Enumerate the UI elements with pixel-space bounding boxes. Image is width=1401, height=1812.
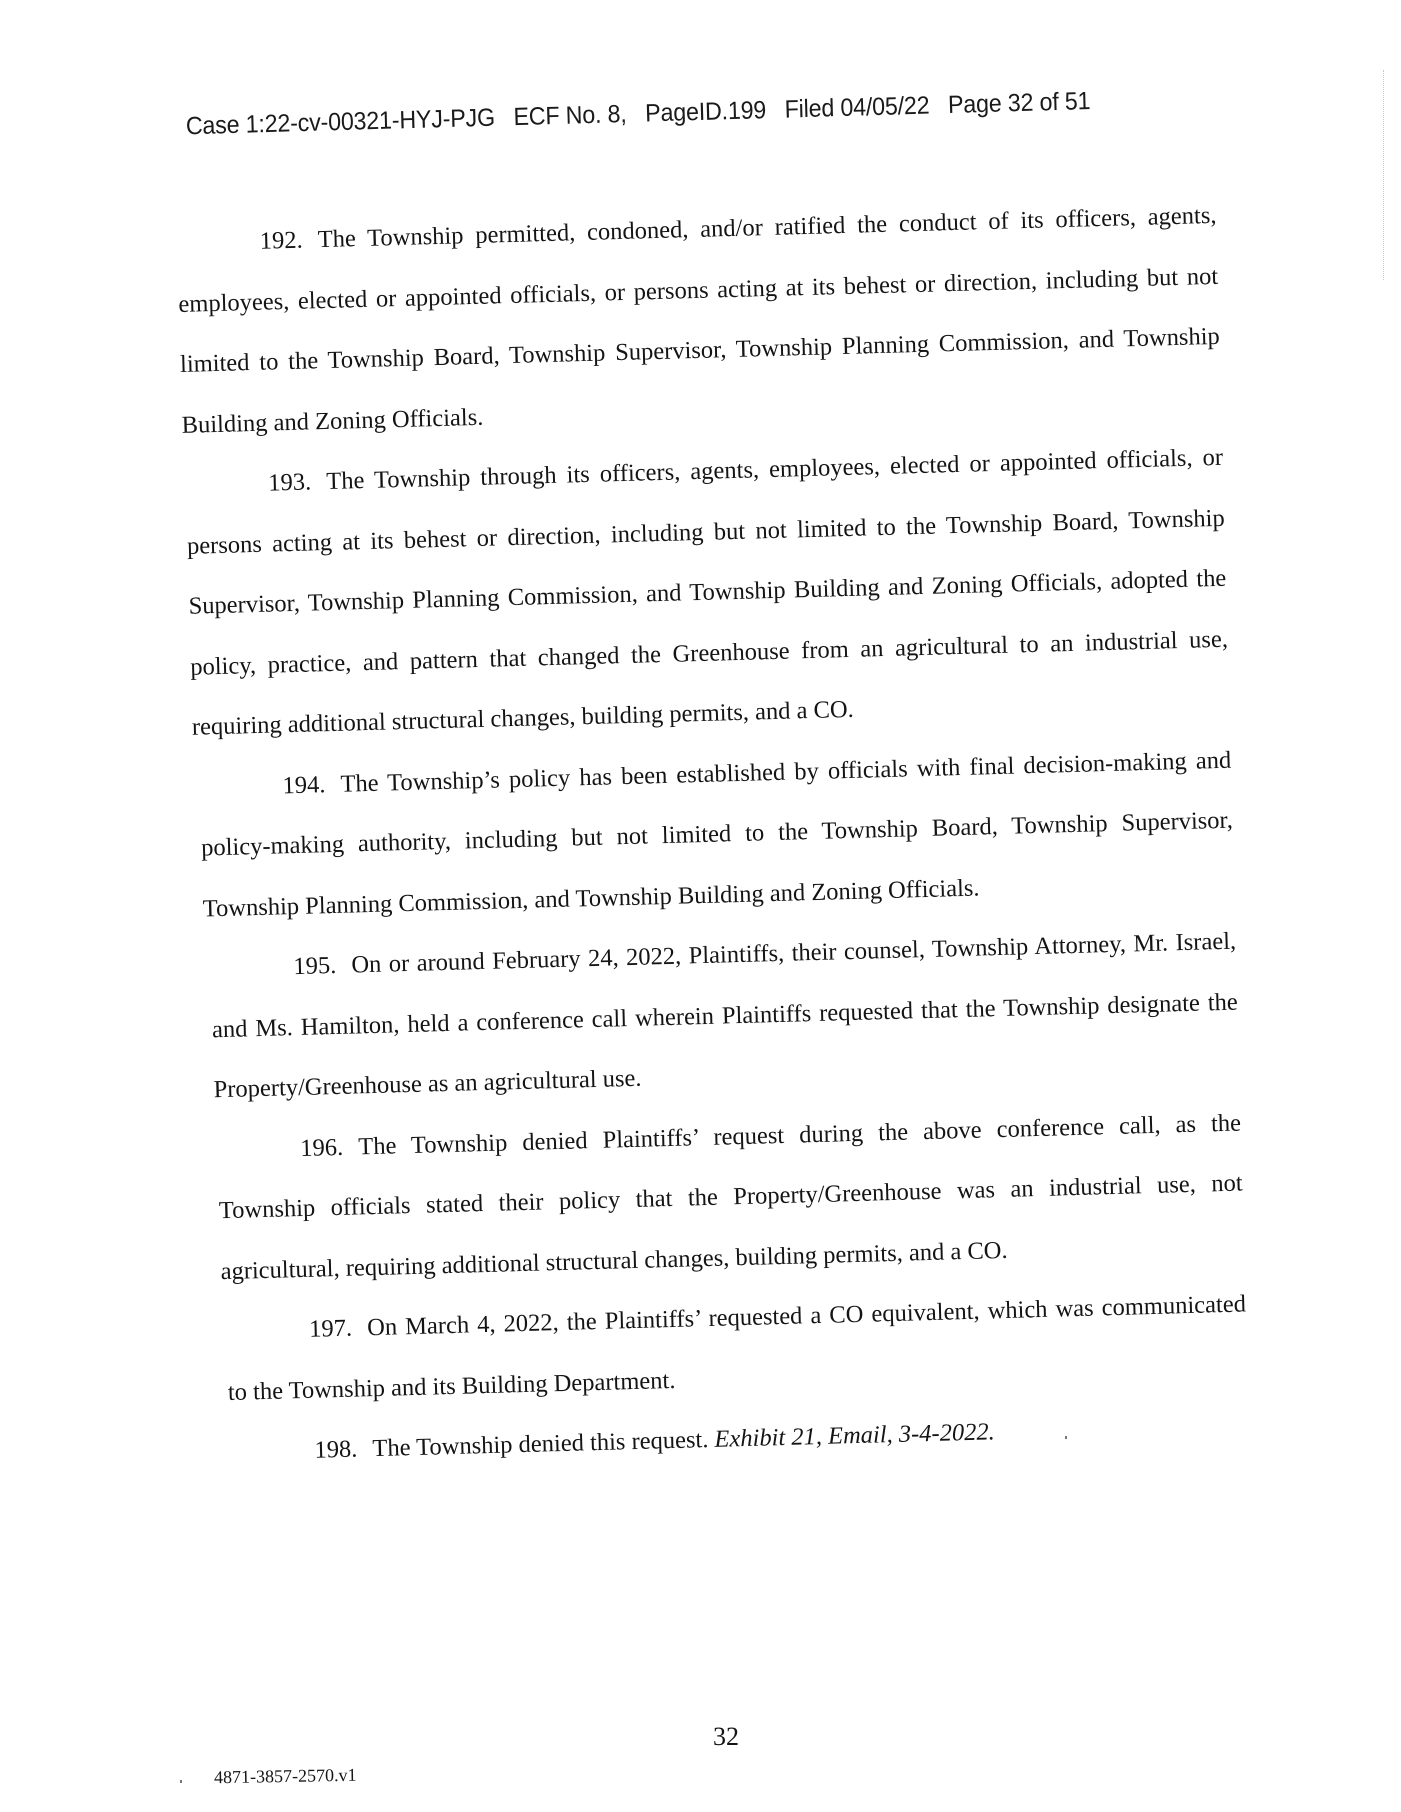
paragraph-text: The Township through its officers, agents, employees, elected or appointed officials, or persons acting at its behest or direction, including but not limited to the Township Board, Township Supervisor, Township Planning Commission, and Township Building and Zoning Officials, adopted the policy, practice, and pattern that changed the Greenhouse from an agricultural to an industrial use, requiring additional structural changes, building permits, and a CO.	[186, 443, 1229, 741]
scan-edge-artifact	[1383, 70, 1385, 280]
paragraph-text: On March 4, 2022, the Plaintiffs’ requested a CO equivalent, which was communicated to the Township and its Building Department.	[227, 1290, 1247, 1406]
paragraph-text: On or around February 24, 2022, Plaintiffs, their counsel, Township Attorney, Mr. Israel, and Ms. Hamilton, held a conference call wherein Plaintiffs requested that the Township designate the Property/Greenhouse as an agricultural use.	[211, 927, 1239, 1104]
paragraph-number: 194.	[282, 770, 326, 799]
paragraph-text: The Township denied this request.	[372, 1426, 709, 1463]
document-id: 4871-3857-2570.v1	[213, 1764, 357, 1788]
paragraph-196	[217, 1093, 1246, 1302]
paragraph-text: The Township permitted, condoned, and/or ratified the conduct of its officers, agents, employees, elected or appointed officials, or persons acting at its behest or direction, including but not limited to the Township Board, Township Supervisor, Township Planning Commission, and Township Building and Zoning Officials.	[178, 201, 1221, 439]
paragraph-text: The Township denied Plaintiffs’ request during the above conference call, as the Township officials stated their policy that the Property/Greenhouse was an industrial use, not agricultural, requiring additional structural changes, building permits, and a CO.	[218, 1109, 1243, 1285]
case-header	[160, 58, 1111, 171]
exhibit-citation: Exhibit 21, Email, 3-4-2022.	[714, 1418, 996, 1453]
paragraph-number: 196.	[299, 1133, 344, 1162]
page-of-total: Page 32 of 51	[947, 87, 1091, 120]
case-number: Case 1:22-cv-00321-HYJ-PJG	[185, 103, 496, 141]
scan-speck	[1065, 1436, 1067, 1439]
paragraph-194	[199, 730, 1236, 939]
paragraph-number: 192.	[259, 226, 303, 255]
paragraph-text: The Township’s policy has been established by officials with final decision-making and policy-making authority, including but not limited to the Township Board, Township Supervisor, Township Planning Commission, and Township Building and Zoning Officials.	[200, 746, 1234, 923]
paragraph-number: 193.	[267, 468, 312, 497]
ecf-number: ECF No. 8,	[513, 100, 627, 132]
page-number: 32	[713, 1722, 739, 1751]
filed-date: Filed 04/05/22	[784, 91, 930, 124]
paragraph-193	[185, 428, 1231, 758]
paragraph-192	[176, 186, 1222, 456]
document-body	[176, 186, 1250, 1484]
page-id: PageID.199	[644, 96, 767, 128]
paragraph-number: 195.	[293, 951, 337, 981]
paragraph-number: 198.	[314, 1435, 358, 1464]
paragraph-195	[210, 912, 1241, 1121]
scan-speck	[180, 1780, 182, 1783]
paragraph-number: 197.	[308, 1314, 353, 1343]
